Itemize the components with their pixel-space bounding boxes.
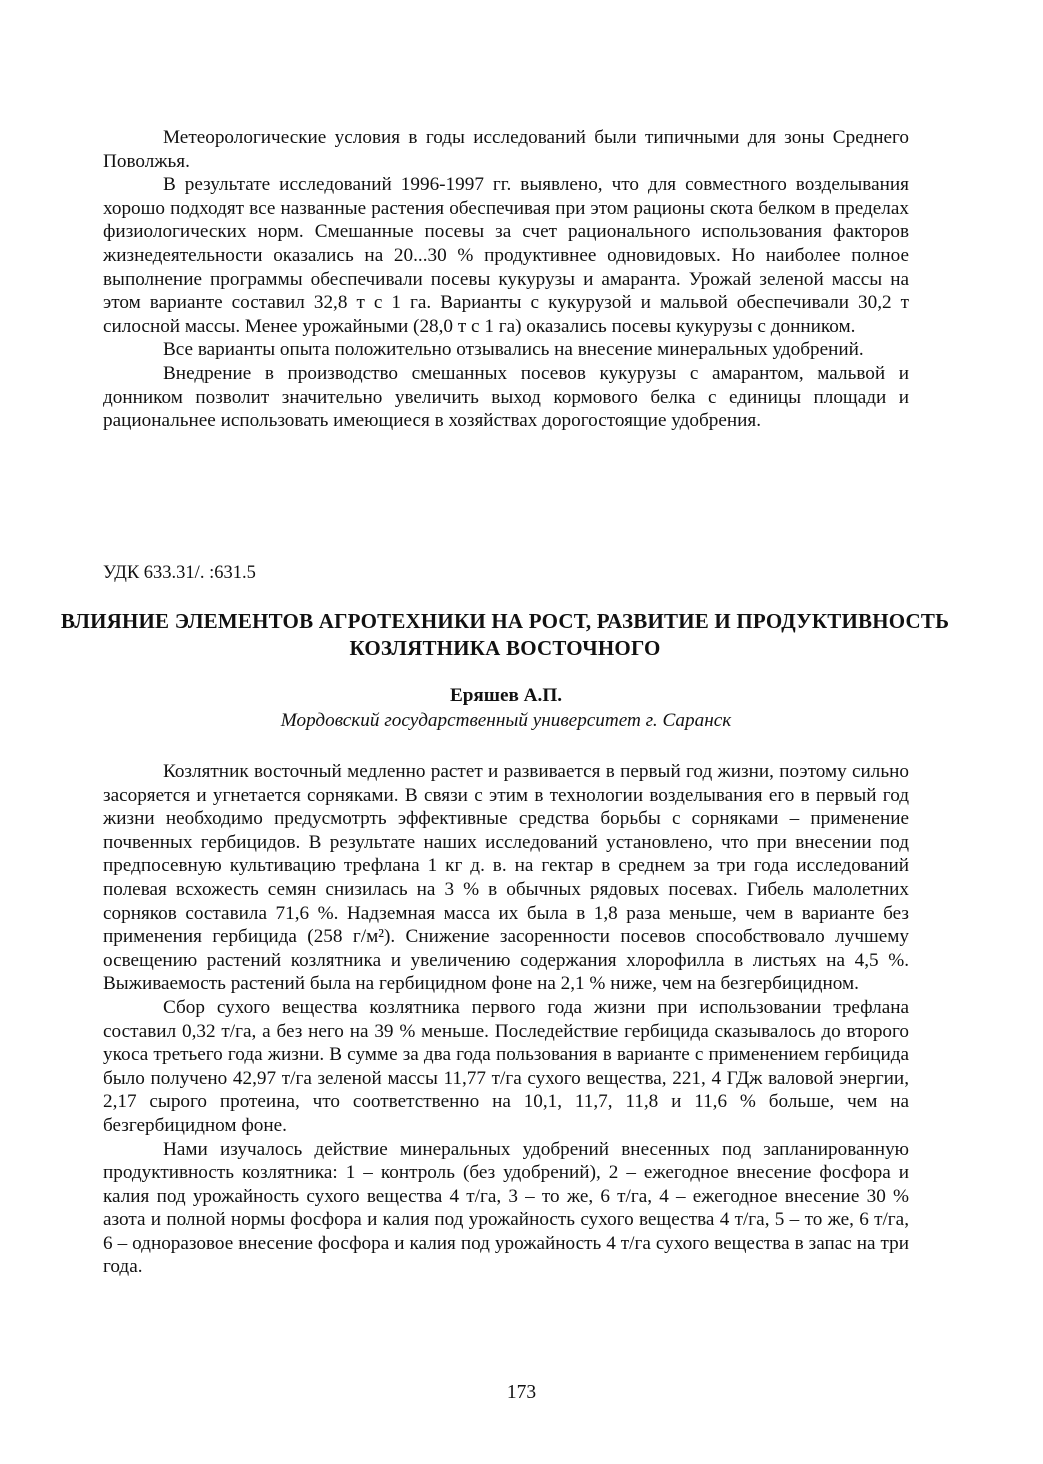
previous-article-conclusion: [103, 126, 909, 433]
paragraph: В результате исследований 1996-1997 гг. выявлено, что для совместного возделывания хорошо подходят все названные растения обеспечивая при этом рационы скота белком в пределах физиологических норм. Смешанные посевы за счет рационального использования факторов жизнедеятельности оказались на 20...30 % продуктивнее одновидовых. Но наиболее полное выполнение программы обеспечивали посевы кукурузы и амаранта. Урожай зеленой массы на этом варианте составил 32,8 т с 1 га. Варианты с кукурузой и мальвой обеспечивали 30,2 т силосной массы. Менее урожайными (28,0 т с 1 га) оказались посевы кукурузы с донником.: [103, 174, 909, 337]
article-title: ВЛИЯНИЕ ЭЛЕМЕНТОВ АГРОТЕХНИКИ НА РОСТ, РАЗВИТИЕ И ПРОДУКТИВНОСТЬ КОЗЛЯТНИКА ВОСТОЧНОГО: [60, 609, 950, 660]
paragraph: Все варианты опыта положительно отзывались на внесение минеральных удобрений.: [163, 339, 864, 361]
author-affiliation: Мордовский государственный университет г. Саранск: [280, 710, 732, 731]
udc-code: УДК 633.31/. :631.5: [103, 563, 256, 583]
paragraph: Сбор сухого вещества козлятника первого года жизни при использовании трефлана составил 0,32 т/га, а без него на 39 % меньше. Последействие гербицида сказывалось до второго укоса третьего года жизни. В сумме за два года пользования в варианте с применением гербицида было получено 42,97 т/га зеленой массы 11,77 т/га сухого вещества, 221, 4 ГДж валовой энергии, 2,17 сырого протеина, что соответственно на 10,1, 11,7, 11,8 и 11,6 % больше, чем на безгербицидном фоне.: [103, 996, 909, 1136]
paragraph: Нами изучалось действие минеральных удобрений внесенных под запланированную продуктивность козлятника: 1 – контроль (без удобрений), 2 – ежегодное внесение фосфора и калия под урожайность сухого вещества 4 т/га, 3 – то же, 6 т/га, 4 – ежегодное внесение 30 % азота и полной нормы фосфора и калия под урожайность сухого вещества 4 т/га, 5 – то же, 6 т/га, 6 – одноразовое внесение фосфора и калия под урожайность 4 т/га сухого вещества в запас на три года.: [103, 1138, 909, 1278]
page-number: 173: [506, 1382, 537, 1403]
paragraph: Метеорологические условия в годы исследований были типичными для зоны Среднего Поволжья.: [103, 127, 909, 172]
paragraph: Внедрение в производство смешанных посевов кукурузы с амарантом, мальвой и донником позволит значительно увеличить выход кормового белка с единицы площади и рациональнее использовать имеющиеся в хозяйствах дорогостоящие удобрения.: [103, 362, 909, 432]
article-body: [103, 760, 909, 1279]
article-author: Еряшев А.П.: [449, 685, 563, 706]
paragraph: Козлятник восточный медленно растет и развивается в первый год жизни, поэтому сильно засоряется и угнетается сорняками. В связи с этим в технологии возделывания его в первый год жизни необходимо предусмотрть эффективные средства борьбы с сорняками – применение почвенных гербицидов. В результате наших исследований установлено, что при внесении под предпосевную культивацию трефлана 1 кг д. в. на гектар в среднем за три года исследований полевая всхожесть семян снизилась на 3 % в обычных рядовых посевах. Гибель малолетних сорняков составила 71,6 %. Надземная масса их была в 1,8 раза меньше, чем в варианте без применения гербицида (258 г/м²). Снижение засоренности посевов способствовало лучшему освещению растений козлятника и увеличению содержания хлорофилла в листьях на 4,5 %. Выживаемость растений была на гербицидном фоне на 2,1 % ниже, чем на безгербицидном.: [103, 761, 909, 995]
